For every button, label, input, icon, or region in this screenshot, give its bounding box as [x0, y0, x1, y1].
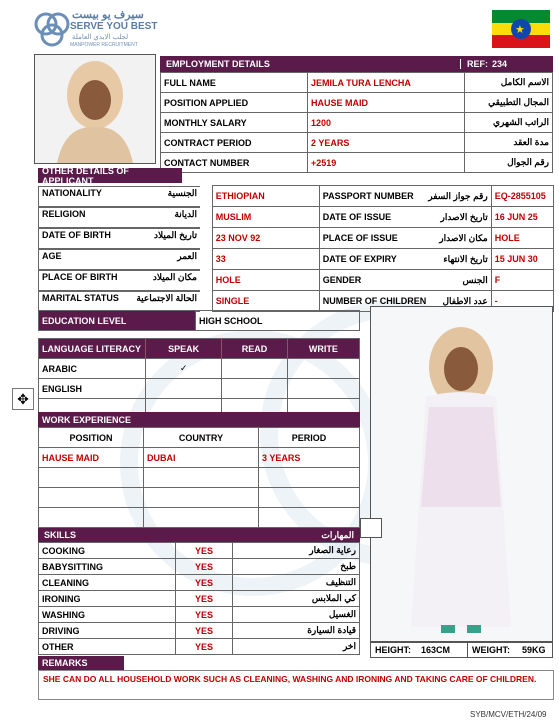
skill-name: BABYSITTING — [39, 559, 176, 575]
logo-sub-arabic: لجلب الايدي العاملة — [72, 34, 129, 41]
work-row — [39, 508, 360, 528]
other-value-2: F — [491, 270, 553, 291]
work-header: PERIOD — [259, 428, 360, 448]
skill-row — [39, 607, 360, 623]
skill-row — [39, 639, 360, 655]
employment-header — [160, 56, 553, 72]
other-details — [38, 165, 554, 312]
skill-value: YES — [176, 543, 233, 559]
work-row — [39, 488, 360, 508]
flag-star-icon: ★ — [515, 24, 525, 36]
other-label: PLACE OF BIRTH — [42, 271, 118, 282]
ref-label: REF: — [460, 59, 488, 69]
skill-name-ar: الغسيل — [233, 607, 360, 623]
language-header: WRITE — [287, 339, 359, 359]
employment-value: 2 YEARS — [308, 133, 465, 153]
other-details-row — [38, 207, 554, 228]
skill-value: YES — [176, 559, 233, 575]
other-label-2: PASSPORT NUMBER — [322, 190, 414, 201]
skill-name: CLEANING — [39, 575, 176, 591]
height-label: HEIGHT: — [375, 645, 411, 655]
other-value: HOLE — [212, 270, 319, 291]
employment-row — [161, 113, 553, 133]
other-label-ar: الجنسية — [167, 187, 197, 198]
language-name: ENGLISH — [39, 379, 146, 399]
language-read — [222, 379, 287, 399]
skill-name-ar: طبخ — [233, 559, 360, 575]
employment-title: EMPLOYMENT DETAILS — [166, 59, 270, 69]
other-label: MARITAL STATUS — [42, 292, 119, 303]
work-position — [39, 468, 144, 488]
education-label: EDUCATION LEVEL — [39, 311, 196, 331]
other-label-cell — [38, 270, 200, 291]
employment-row — [161, 133, 553, 153]
other-label-ar-2: الجنس — [462, 274, 488, 285]
education-value: HIGH SCHOOL — [196, 311, 360, 331]
remarks-title: REMARKS — [38, 656, 124, 670]
other-label-2: DATE OF EXPIRY — [322, 253, 397, 264]
work-experience-title: WORK EXPERIENCE — [38, 412, 360, 427]
skills-section — [38, 528, 360, 655]
language-read — [222, 359, 287, 379]
work-header: POSITION — [39, 428, 144, 448]
language-section — [38, 338, 360, 419]
logo-emblem-icon — [32, 10, 72, 50]
work-row — [39, 448, 360, 468]
employment-label: CONTRACT PERIOD — [161, 133, 308, 153]
work-country — [144, 468, 259, 488]
skills-title: SKILLS — [44, 530, 77, 540]
employment-value: 1200 — [308, 113, 465, 133]
other-label-cell — [38, 207, 200, 228]
language-write — [287, 359, 359, 379]
work-header: COUNTRY — [144, 428, 259, 448]
employment-label: POSITION APPLIED — [161, 93, 308, 113]
weight-value: 59KG — [522, 645, 546, 655]
skill-row — [39, 623, 360, 639]
work-period: 3 YEARS — [259, 448, 360, 468]
employment-row — [161, 93, 553, 113]
other-label-ar: الحالة الاجتماعية — [136, 292, 197, 303]
work-experience-section — [38, 412, 360, 528]
other-value: ETHIOPIAN — [212, 186, 319, 207]
other-value: MUSLIM — [212, 207, 319, 228]
skill-name: IRONING — [39, 591, 176, 607]
other-value: 33 — [212, 249, 319, 270]
other-details-row — [38, 270, 554, 291]
other-details-row — [38, 228, 554, 249]
full-body-photo — [370, 306, 553, 642]
employment-label-ar: الاسم الكامل — [465, 73, 553, 93]
work-position: HAUSE MAID — [39, 448, 144, 468]
employment-label: CONTACT NUMBER — [161, 153, 308, 173]
passport-photo — [34, 54, 156, 164]
other-value-2: HOLE — [491, 228, 553, 249]
weight-label: WEIGHT: — [472, 645, 510, 655]
skill-name-ar: كي الملابس — [233, 591, 360, 607]
skill-name-ar: رعاية الصغار — [233, 543, 360, 559]
other-label-cell-2 — [319, 186, 491, 207]
logo-name: SERVE YOU BEST — [70, 21, 158, 32]
other-details-row — [38, 249, 554, 270]
skill-name: OTHER — [39, 639, 176, 655]
other-label-2: PLACE OF ISSUE — [322, 232, 398, 243]
other-label: AGE — [42, 250, 62, 261]
employment-row — [161, 73, 553, 93]
other-label: NATIONALITY — [42, 187, 102, 198]
employment-label-ar: رقم الجوال — [465, 153, 553, 173]
other-details-title: OTHER DETAILS OF APPLICANT — [38, 168, 182, 183]
other-label-ar: الديانة — [174, 208, 197, 219]
language-name: ARABIC — [39, 359, 146, 379]
other-details-row — [38, 186, 554, 207]
skill-name: DRIVING — [39, 623, 176, 639]
other-value: 23 NOV 92 — [212, 228, 319, 249]
other-label-ar: العمر — [177, 250, 197, 261]
other-label-ar-2: عدد الاطفال — [442, 295, 488, 306]
other-label-cell-2 — [319, 207, 491, 228]
skill-name-ar: قيادة السيارة — [233, 623, 360, 639]
skill-value: YES — [176, 575, 233, 591]
other-label-cell-2 — [319, 249, 491, 270]
footer-code: SYB/MCV/ETH/24/09 — [470, 710, 547, 719]
language-write — [287, 379, 359, 399]
other-label-cell — [38, 228, 200, 249]
company-logo — [32, 8, 172, 52]
skill-row — [39, 543, 360, 559]
skill-name: COOKING — [39, 543, 176, 559]
language-speak — [146, 379, 222, 399]
other-label: DATE OF BIRTH — [42, 229, 111, 240]
other-label-ar-2: رقم جواز السفر — [428, 190, 488, 201]
language-header: LANGUAGE LITERACY — [39, 339, 146, 359]
other-label-cell — [38, 291, 200, 312]
other-label-ar: مكان الميلاد — [152, 271, 197, 282]
logo-arabic: سيرف يو بيست — [72, 9, 144, 21]
skills-title-ar: المهارات — [321, 529, 354, 540]
employment-details — [160, 56, 553, 173]
logo-sub: MANPOWER RECRUITMENT — [70, 42, 138, 48]
language-speak: ✓ — [146, 359, 222, 379]
move-handle-icon[interactable]: ✥ — [12, 388, 34, 410]
remarks-section — [38, 656, 554, 700]
skill-row — [39, 575, 360, 591]
remarks-text: SHE CAN DO ALL HOUSEHOLD WORK SUCH AS CLEANING, WASHING AND IRONING AND TAKING CARE OF CHILDREN. — [38, 670, 554, 700]
skill-value: YES — [176, 623, 233, 639]
language-row — [39, 359, 360, 379]
work-period — [259, 468, 360, 488]
anchor-box — [360, 518, 382, 538]
other-label-2: GENDER — [322, 274, 362, 285]
work-country — [144, 488, 259, 508]
employment-value: +2519 — [308, 153, 465, 173]
employment-label: MONTHLY SALARY — [161, 113, 308, 133]
other-value-2: 15 JUN 30 — [491, 249, 553, 270]
ref-value: 234 — [492, 59, 508, 69]
skill-name: WASHING — [39, 607, 176, 623]
work-period — [259, 488, 360, 508]
employment-label: FULL NAME — [161, 73, 308, 93]
other-value-2: 16 JUN 25 — [491, 207, 553, 228]
other-label-ar-2: تاريخ الانتهاء — [443, 253, 488, 264]
employment-value: HAUSE MAID — [308, 93, 465, 113]
other-label-2: DATE OF ISSUE — [322, 211, 392, 222]
ethiopia-flag-icon — [492, 10, 550, 48]
other-value-2: - — [491, 291, 553, 312]
skill-row — [39, 591, 360, 607]
education-section — [38, 310, 360, 331]
work-country — [144, 508, 259, 528]
other-label-cell — [38, 249, 200, 270]
employment-label-ar: الراتب الشهري — [465, 113, 553, 133]
other-label: RELIGION — [42, 208, 86, 219]
language-header: SPEAK — [146, 339, 222, 359]
other-label-cell-2 — [319, 228, 491, 249]
skill-value: YES — [176, 607, 233, 623]
employment-label-ar: المجال التطبيقي — [465, 93, 553, 113]
work-country: DUBAI — [144, 448, 259, 468]
language-header: READ — [222, 339, 287, 359]
other-value: SINGLE — [212, 291, 319, 312]
other-label-cell-2 — [319, 270, 491, 291]
height-value: 163CM — [421, 645, 451, 655]
skills-header — [38, 528, 360, 542]
other-label-cell — [38, 186, 200, 207]
language-row — [39, 379, 360, 399]
work-period — [259, 508, 360, 528]
employment-value: JEMILA TURA LENCHA — [308, 73, 465, 93]
skill-value: YES — [176, 639, 233, 655]
work-position — [39, 508, 144, 528]
other-label-ar: تاريخ الميلاد — [154, 229, 197, 240]
skill-row — [39, 559, 360, 575]
skill-value: YES — [176, 591, 233, 607]
skill-name-ar: اخر — [233, 639, 360, 655]
work-position — [39, 488, 144, 508]
work-row — [39, 468, 360, 488]
employment-label-ar: مدة العقد — [465, 133, 553, 153]
other-value-2: EQ-2855105 — [491, 186, 553, 207]
other-label-ar-2: تاريخ الاصدار — [440, 211, 488, 222]
other-label-ar-2: مكان الاصدار — [439, 232, 488, 243]
skill-name-ar: التنظيف — [233, 575, 360, 591]
other-label-2: NUMBER OF CHILDREN — [322, 295, 427, 306]
